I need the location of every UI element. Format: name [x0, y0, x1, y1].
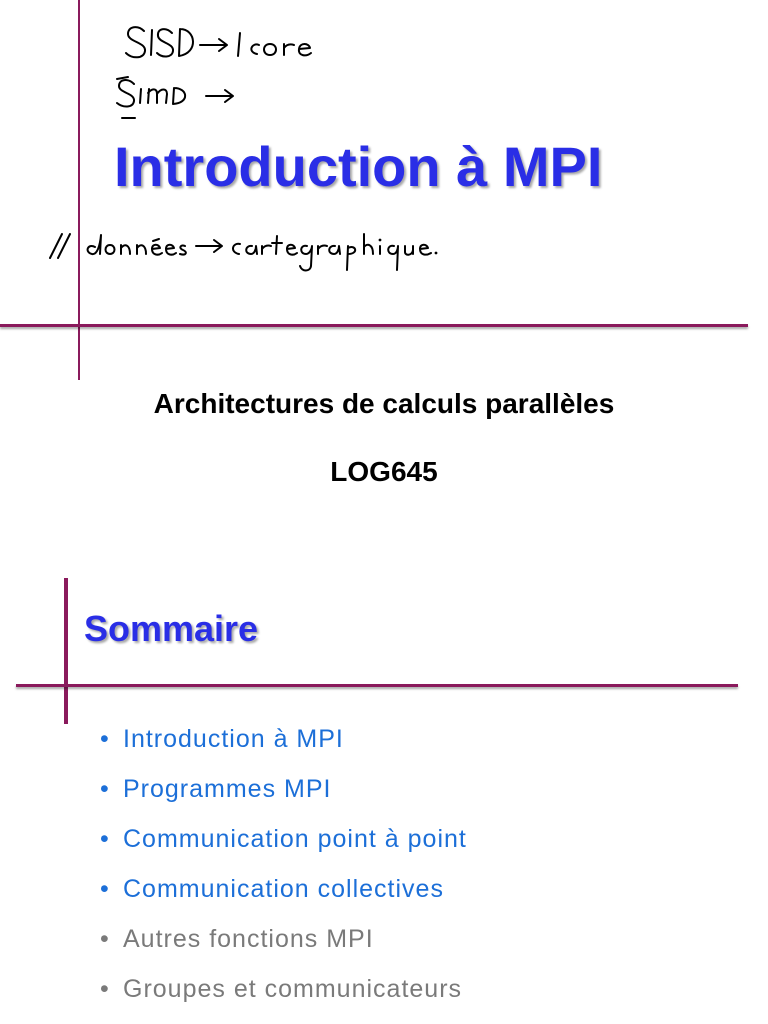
bullet-icon: •: [100, 925, 110, 953]
toc-item: [100, 972, 467, 1022]
toc-item-label: Introduction à MPI: [123, 725, 344, 753]
toc-item: [100, 922, 467, 972]
course-subtitle: Architectures de calculs parallèles: [153, 388, 615, 419]
toc-item: [100, 772, 467, 822]
toc-item-label: Groupes et communicateurs: [123, 975, 463, 1003]
summary-slide: [0, 512, 768, 1024]
course-code: LOG645: [330, 456, 438, 487]
toc-item-label: Autres fonctions MPI: [123, 925, 374, 953]
horizontal-accent-line: [16, 684, 738, 687]
bullet-icon: •: [100, 825, 110, 853]
bullet-icon: •: [100, 875, 110, 903]
bullet-icon: •: [100, 975, 110, 1003]
toc-item-label: Communication point à point: [123, 825, 467, 853]
horizontal-accent-line: [0, 324, 748, 327]
bullet-icon: •: [100, 775, 110, 803]
table-of-contents: [100, 722, 467, 1022]
toc-item: [100, 722, 467, 772]
toc-item: [100, 822, 467, 872]
vertical-accent-line: [64, 578, 68, 724]
slide-title: Introduction à MPI: [114, 135, 603, 198]
bullet-icon: •: [100, 725, 110, 753]
toc-item-label: Communication collectives: [123, 875, 444, 903]
toc-item: [100, 872, 467, 922]
toc-item-label: Programmes MPI: [123, 775, 332, 803]
summary-title: Sommaire: [84, 608, 259, 649]
